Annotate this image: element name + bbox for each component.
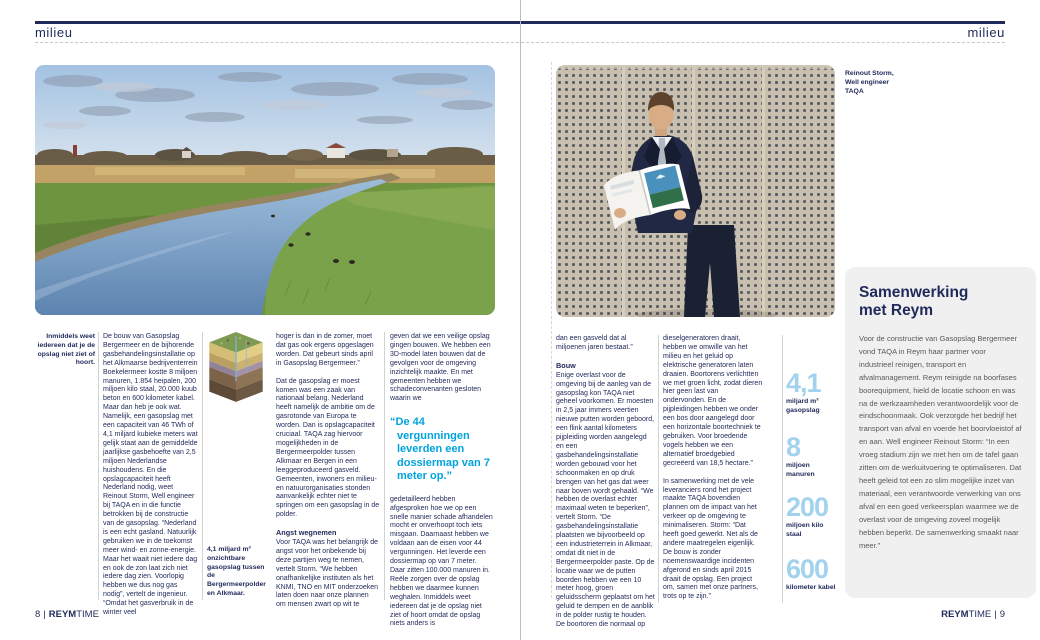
footer-separator: |: [43, 609, 46, 620]
article-column-1: [103, 333, 198, 627]
margin-guide-line: [551, 62, 552, 598]
article-paragraph: geven dat we een veilige opslag gingen bouwen. We hebben een 3D-model laten bouwen dat de gevolgen voor de omgeving inzichtelijk maakte. En met gemeenten hebben we schadeconvenanten gesloten waarin we: [390, 333, 491, 403]
brand-logo-bold: REYM: [941, 609, 969, 620]
article-paragraph: De bouw van Gasopslag Bergermeer en de bijhorende gasbehandelingsinstallatie op het Alkmaarse bedrijventerrein Boekelermeer kostte 8 miljoen manuren, 1.854 heipalen, 200 miljoen kilo staal, 20.000 kuub beton en 600 kilometer kabel. Maar dan heb je ook wat. Namelijk, een gasopslag met een capaciteit van 46 TWh of 4,1 miljard kubieke meters wat gelijk staat aan de gemiddelde jaarlijkse gasbehoefte van 2,5 miljoen Nederlandse huishoudens. En die opslagcapaciteit heeft Nederland nodig, weet Reinout Storm, Well engineer bij TAQA en in die functie betrokken bij de constructie van de gasopslag. “Nederland is een echt gasland. Natuurlijk gebruiken we in de toekomst meer wind- en zonne-energie. Maar het waait niet iedere dag en ook de zon laat zich niet iedere dag zien. Voorlopig hebben we dus nog gas nodig”, vertelt de ingenieur. “Omdat het gasverbruik in de winter veel: [103, 333, 198, 617]
stat-value: 8: [786, 432, 801, 462]
sidebar-title: [859, 284, 1022, 320]
portrait-caption-line: TAQA: [845, 88, 864, 96]
article-column-4: [390, 333, 493, 638]
article-column-5: [556, 335, 655, 639]
stat-value: 4,1: [786, 368, 821, 398]
column-rule: [658, 335, 659, 603]
stat-gasopslag: [786, 370, 840, 416]
footer-left: [35, 609, 99, 620]
stat-value: 200: [786, 492, 829, 522]
photo-margin-caption: Inmiddels weet iedereen dat je de opslag niet ziet of hoort.: [37, 333, 95, 367]
page-number-left: 8: [35, 609, 41, 620]
article-paragraph: Enige overlast voor de omgeving bij de aanleg van de gasopslag kon TAQA niet geheel voorkomen. Er moesten in 2,5 jaar immers veertien nieuwe putten worden geboord, een flink aantal kilometers pijpleiding worden aangelegd en een gasbehandelingsinstallatie worden gebouwd voor het schoonmaken en op druk brengen van het gas dat weer naar boven wordt gehaald. “We hebben de overlast echter maximaal weten te beperken”, vertelt Storm. “De gasbehandelingsinstallatie plaatsten we bijvoorbeeld op een industrieterrein in Alkmaar, omdat dit niet in de Bergermeerpolder paste. Op de locatie waar we de putten boorden hebben we een 10 meter hoog, groen geluidsscherm geplaatst om het geluid te dempen en de aanblik in de polder rustig te houden. De boortoren die normaal op: [556, 371, 655, 629]
article-paragraph: Dat de gasopslag er moest komen was een zaak van nationaal belang. Nederland heeft namelijk de ambitie om de gasrotonde van Europa te worden. Dan is opslagcapaciteit cruciaal. TAQA zag hiervoor mogelijkheden in de Bergermeerpolder tussen Alkmaar en Bergen in een leeggeproduceerd gasveld. Gemeenten, inwoners en milieu- en natuurorganisaties stonden aanvankelijk echter niet te springen om een gasopslag in de polder.: [276, 377, 380, 519]
pull-quote: “De 44 vergunningen leverden een dossiermap van 7 meter op.”: [390, 416, 490, 483]
stat-label: miljoen kilo staal: [786, 522, 824, 538]
column-rule: [782, 335, 783, 603]
stat-manuren: [786, 434, 840, 480]
article-column-3: [276, 333, 380, 619]
portrait-caption-line: Reinout Storm,: [845, 70, 894, 77]
section-label-right: milieu: [967, 25, 1005, 40]
stat-staal: [786, 494, 840, 540]
footer-right: [941, 609, 1005, 620]
sidebar-title-line: Samenwerking: [859, 284, 969, 301]
column-rule: [202, 332, 203, 600]
section-label-left: milieu: [35, 25, 73, 40]
sidebar-body: Voor de constructie van Gasopslag Bergermeer vond TAQA in Reym haar partner voor industrieel reinigen, transport en afvalmanagement. Reym reinigde na boorfases boorequipment, hield de locatie schoon en was na de werkzaamheden verantwoordelijk voor de eindschoonmaak. Ook verzorgde het bedrijf het transport van afval en voerde het boorvloeistof af en aan. Well engineer Reinout Storm: “In een vroeg stadium zijn we met hen om de tafel gaan zitten om de werkuitvoering te optimaliseren. Dat heeft geleid tot een zo slim mogelijke inzet van materiaal, een verantwoorde verwerking van ons afval en een goed verkeersplan waarmee we de overlast voor de omgeving zoveel mogelijk hebben beperkt. De samenwerking smaakt naar meer.”: [859, 334, 1022, 550]
brand-logo-light: TIME: [76, 609, 99, 620]
article-column-6: [663, 335, 763, 611]
portrait-photo: [556, 65, 835, 317]
article-paragraph: In samenwerking met de vele leveranciers rond het project maakte TAQA bovendien plannen om de impact van het verkeer op de omgeving te minimaliseren. Storm: “Dat heeft goed gewerkt. Net als de andere maatregelen eigenlijk. De bouw is zonder noemenswaardige incidenten afgerond en sinds april 2015 draait de opslag. Een project om, samen met onze partners, trots op te zijn.”: [663, 477, 758, 601]
portrait-caption: [845, 69, 935, 97]
stat-label: miljard m³ gasopslag: [786, 398, 820, 414]
center-fold-line: [520, 0, 521, 640]
brand-logo-light: TIME: [968, 609, 992, 620]
article-paragraph: dan een gasveld dat al miljoenen jaren bestaat.”: [556, 335, 633, 351]
article-paragraph: dieselgeneratoren draait, hebben we omwille van het milieu en het geluid op elektrische generatoren laten draaien. Boortorens verlichtten we met groen licht, zodat dieren hier geen last van ondervonden. En de pijpleidingen hebben we onder een bos door aangelegd door een horizontale boortechniek te gebruiken. Voor broedende vogels hebben we een alternatief broedgebied gecreëerd van 18,5 hectare.”: [663, 335, 763, 467]
stat-label: kilometer kabel: [786, 584, 836, 591]
sidebar-box: [845, 267, 1036, 598]
stat-kabel: [786, 556, 840, 593]
page-number-right: 9: [999, 609, 1005, 620]
gas-storage-diagram: [207, 330, 265, 406]
subheading-angst-wegnemen: Angst wegnemen: [276, 528, 337, 538]
diagram-caption: 4,1 miljard m³ onzichtbare gasopslag tussen de Bergermeerpolder en Alkmaar.: [207, 546, 266, 597]
subheading-bouw: Bouw: [556, 360, 576, 370]
column-rule: [98, 332, 99, 600]
article-paragraph: hoger is dan in de zomer, moet dat gas ook ergens opgeslagen worden. Dat gebeurt sinds april in Gasopslag Bergermeer.”: [276, 333, 374, 367]
stat-label: miljoen manuren: [786, 462, 815, 478]
brand-logo-bold: REYM: [48, 609, 77, 620]
footer-separator: |: [994, 609, 997, 620]
column-rule: [384, 332, 385, 600]
article-paragraph: Voor TAQA was het belangrijk de angst voor het onbekende bij deze partijen weg te nemen, vertelt Storm. “We hebben onafhankelijke instituten als het KNMI, TNO en MIT onderzoeken laten doen naar onze plannen om mensen zwart op wit te: [276, 539, 379, 609]
polder-landscape-photo: [35, 65, 495, 315]
sidebar-title-line: met Reym: [859, 302, 934, 319]
article-paragraph: gedetailleerd hebben afgesproken hoe we op een snelle manier schade afhandelen mocht er onverhoopt toch iets misgaan. Daarnaast hebben we voldaan aan de eisen voor 44 vergunningen. Het leverde een dossiermap op van 7 meter. Daar zitten 100.000 manuren in. Reële zorgen over de opslag hebben we daarmee kunnen weghalen. Inmiddels weet iedereen dat je de opslag niet ziet of hoort omdat de opslag niets anders is: [390, 495, 493, 628]
portrait-caption-line: Well engineer: [845, 79, 890, 87]
stat-value: 600: [786, 554, 829, 584]
